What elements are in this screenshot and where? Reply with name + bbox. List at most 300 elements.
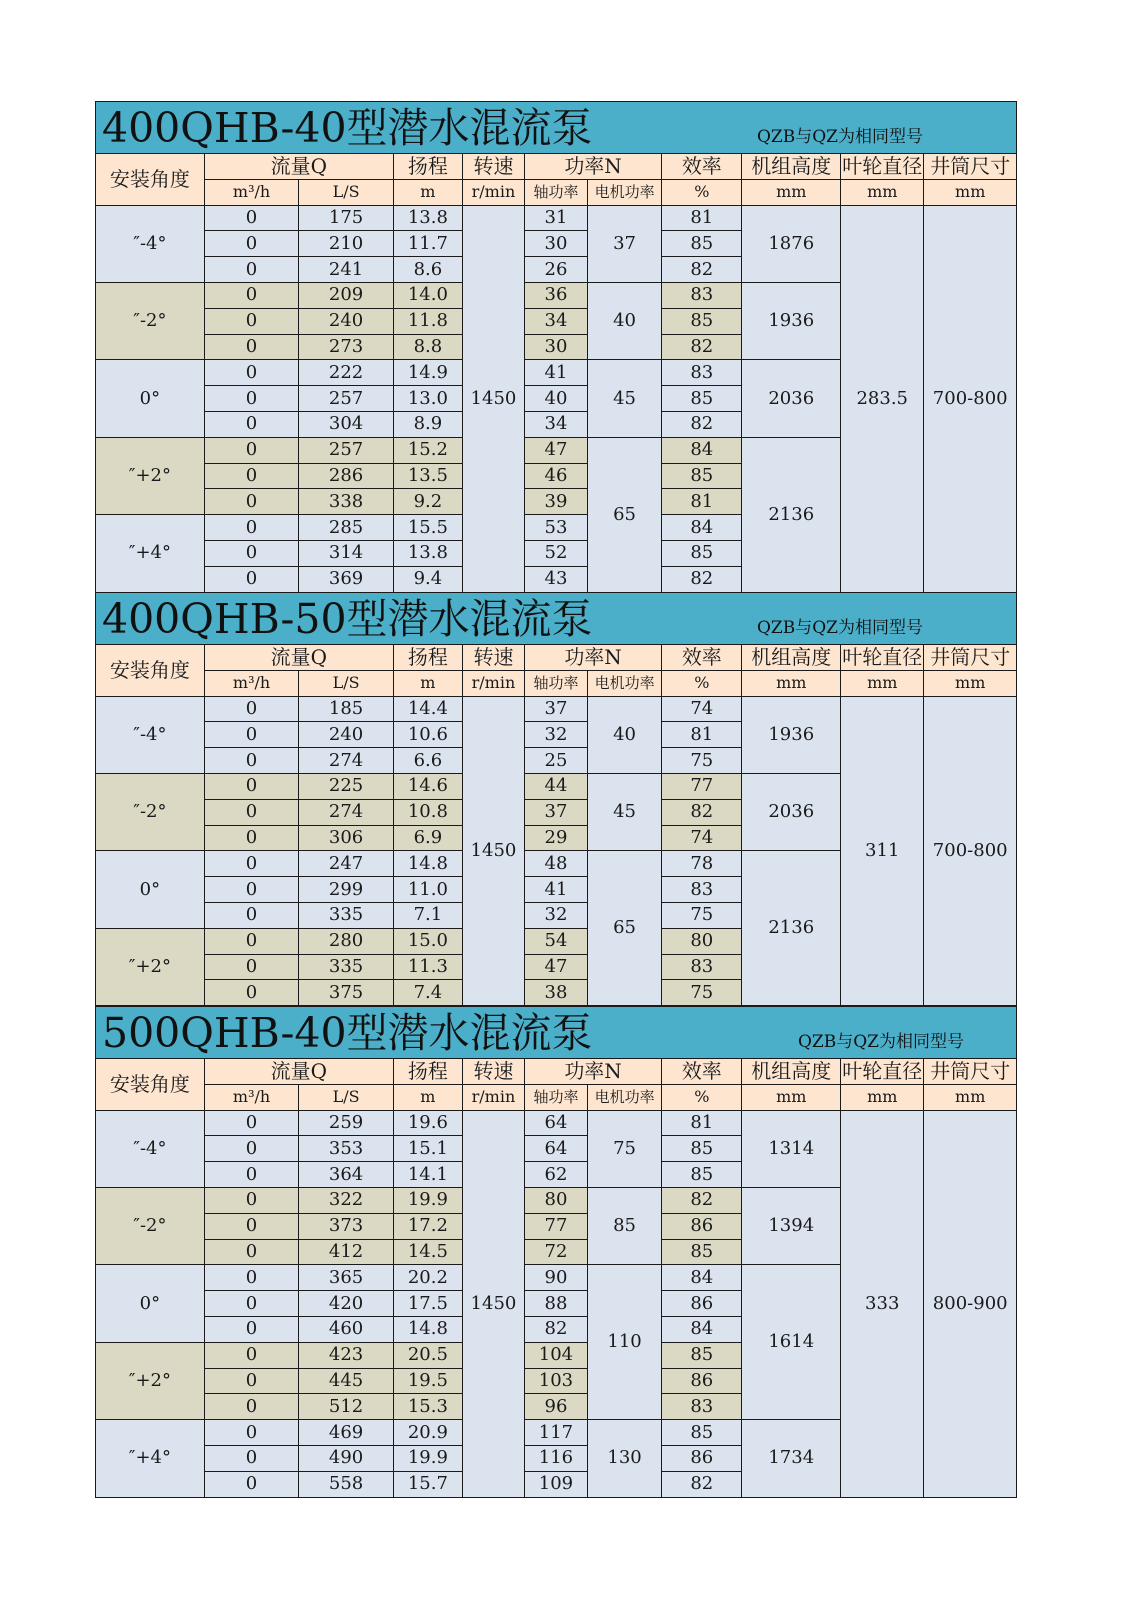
unit-ls: L/S	[299, 179, 394, 205]
header-unit-height: 机组高度	[742, 1059, 841, 1085]
efficiency: 84	[662, 437, 742, 463]
unit-height: 1936	[742, 696, 841, 773]
shaft-power: 90	[524, 1265, 587, 1291]
head: 14.8	[393, 851, 462, 877]
shaft-power: 30	[524, 231, 587, 257]
angle-cell: ″-2°	[96, 773, 205, 850]
head: 19.6	[393, 1110, 462, 1136]
efficiency: 85	[662, 1420, 742, 1446]
efficiency: 82	[662, 1471, 742, 1497]
flow-m3h: 0	[204, 1265, 299, 1291]
unit-height: 1614	[742, 1265, 841, 1420]
efficiency: 74	[662, 696, 742, 722]
motor-power: 40	[587, 696, 661, 773]
efficiency: 84	[662, 1316, 742, 1342]
shaft-power: 47	[524, 954, 587, 980]
shaft-power: 64	[524, 1110, 587, 1136]
flow-m3h: 0	[204, 566, 299, 592]
header-impeller: 叶轮直径	[842, 1059, 923, 1084]
shaft-power: 34	[524, 411, 587, 437]
efficiency: 81	[662, 205, 742, 231]
flow-m3h: 0	[204, 748, 299, 774]
unit-rmin: r/min	[462, 670, 524, 696]
efficiency: 83	[662, 1394, 742, 1420]
head: 7.1	[393, 902, 462, 928]
flow-ls: 175	[299, 205, 394, 231]
shaft-power: 25	[524, 748, 587, 774]
unit-shaft-power: 轴功率	[524, 1084, 587, 1110]
flow-m3h: 0	[204, 722, 299, 748]
angle-cell: ″+2°	[96, 1342, 205, 1419]
efficiency: 85	[662, 231, 742, 257]
head: 7.4	[393, 980, 462, 1006]
head: 10.6	[393, 722, 462, 748]
shaft-power: 82	[524, 1316, 587, 1342]
flow-m3h: 0	[204, 231, 299, 257]
flow-m3h: 0	[204, 980, 299, 1006]
unit-mm: mm	[924, 670, 1017, 696]
shaft-size: 700-800	[924, 696, 1017, 1006]
head: 19.9	[393, 1187, 462, 1213]
flow-m3h: 0	[204, 463, 299, 489]
efficiency: 85	[662, 386, 742, 412]
impeller-diameter: 333	[841, 1110, 924, 1497]
efficiency: 82	[662, 411, 742, 437]
efficiency: 83	[662, 360, 742, 386]
flow-ls: 241	[299, 257, 394, 283]
angle-cell: 0°	[96, 851, 205, 928]
head: 11.8	[393, 308, 462, 334]
impeller-diameter: 283.5	[841, 205, 924, 592]
unit-mm: mm	[924, 179, 1017, 205]
flow-m3h: 0	[204, 1471, 299, 1497]
flow-m3h: 0	[204, 1316, 299, 1342]
shaft-power: 72	[524, 1239, 587, 1265]
header-impeller: 叶轮直径	[842, 154, 923, 179]
header-efficiency: 效率	[662, 645, 742, 671]
shaft-power: 77	[524, 1213, 587, 1239]
motor-power: 65	[587, 851, 661, 1006]
flow-ls: 445	[299, 1368, 394, 1394]
efficiency: 77	[662, 773, 742, 799]
unit-height: 1876	[742, 205, 841, 282]
flow-ls: 240	[299, 308, 394, 334]
flow-m3h: 0	[204, 851, 299, 877]
unit-height: 1394	[742, 1187, 841, 1264]
unit-height: 1734	[742, 1420, 841, 1497]
shaft-power: 40	[524, 386, 587, 412]
shaft-power: 30	[524, 334, 587, 360]
unit-percent: %	[662, 1084, 742, 1110]
head: 11.7	[393, 231, 462, 257]
flow-m3h: 0	[204, 1136, 299, 1162]
shaft-power: 53	[524, 515, 587, 541]
angle-cell: ″+2°	[96, 437, 205, 514]
unit-mm: mm	[742, 1084, 841, 1110]
model-note: QZB与QZ为相同型号	[757, 127, 923, 147]
angle-cell: 0°	[96, 360, 205, 437]
shaft-power: 41	[524, 360, 587, 386]
efficiency: 85	[662, 308, 742, 334]
flow-ls: 240	[299, 722, 394, 748]
shaft-power: 116	[524, 1445, 587, 1471]
efficiency: 82	[662, 257, 742, 283]
table-title-band	[95, 1006, 1017, 1058]
flow-ls: 280	[299, 928, 394, 954]
flow-m3h: 0	[204, 308, 299, 334]
flow-m3h: 0	[204, 1110, 299, 1136]
flow-ls: 364	[299, 1162, 394, 1188]
flow-ls: 210	[299, 231, 394, 257]
efficiency: 85	[662, 1162, 742, 1188]
shaft-power: 29	[524, 825, 587, 851]
model-note: QZB与QZ为相同型号	[757, 618, 923, 638]
efficiency: 74	[662, 825, 742, 851]
head: 14.5	[393, 1239, 462, 1265]
flow-m3h: 0	[204, 205, 299, 231]
head: 10.8	[393, 799, 462, 825]
efficiency: 85	[662, 1342, 742, 1368]
spec-table	[95, 644, 1017, 1006]
unit-height: 2036	[742, 773, 841, 850]
unit-m: m	[393, 1084, 462, 1110]
head: 11.0	[393, 877, 462, 903]
shaft-power: 80	[524, 1187, 587, 1213]
header-speed: 转速	[462, 154, 524, 180]
header-angle: 安装角度	[96, 1059, 205, 1111]
shaft-power: 103	[524, 1368, 587, 1394]
head: 8.6	[393, 257, 462, 283]
impeller-diameter: 311	[841, 696, 924, 1006]
unit-mm: mm	[742, 179, 841, 205]
efficiency: 75	[662, 980, 742, 1006]
head: 15.0	[393, 928, 462, 954]
header-head: 扬程	[393, 1059, 462, 1085]
motor-power: 37	[587, 205, 661, 282]
flow-ls: 304	[299, 411, 394, 437]
model-note: QZB与QZ为相同型号	[798, 1032, 964, 1052]
head: 20.5	[393, 1342, 462, 1368]
shaft-power: 48	[524, 851, 587, 877]
table-title: 400QHB-40型潜水混流泵	[102, 104, 593, 152]
spec-table	[95, 1058, 1017, 1498]
efficiency: 84	[662, 1265, 742, 1291]
speed-cell: 1450	[462, 696, 524, 1006]
shaft-power: 38	[524, 980, 587, 1006]
shaft-power: 26	[524, 257, 587, 283]
flow-m3h: 0	[204, 877, 299, 903]
flow-m3h: 0	[204, 696, 299, 722]
efficiency: 82	[662, 799, 742, 825]
head: 14.1	[393, 1162, 462, 1188]
unit-shaft-power: 轴功率	[524, 179, 587, 205]
unit-m3h: m³/h	[204, 670, 299, 696]
efficiency: 85	[662, 463, 742, 489]
flow-ls: 306	[299, 825, 394, 851]
flow-m3h: 0	[204, 928, 299, 954]
header-speed: 转速	[462, 1059, 524, 1085]
motor-power: 75	[587, 1110, 661, 1187]
header-flow: 流量Q	[204, 154, 393, 180]
flow-ls: 365	[299, 1265, 394, 1291]
flow-ls: 353	[299, 1136, 394, 1162]
efficiency: 86	[662, 1213, 742, 1239]
flow-ls: 420	[299, 1291, 394, 1317]
head: 14.4	[393, 696, 462, 722]
pump-table-3	[95, 1006, 1017, 1498]
shaft-power: 44	[524, 773, 587, 799]
shaft-power: 43	[524, 566, 587, 592]
flow-ls: 322	[299, 1187, 394, 1213]
flow-ls: 338	[299, 489, 394, 515]
flow-m3h: 0	[204, 411, 299, 437]
head: 19.9	[393, 1445, 462, 1471]
efficiency: 82	[662, 1187, 742, 1213]
unit-mm: mm	[924, 1084, 1017, 1110]
unit-motor-power: 电机功率	[587, 1084, 661, 1110]
flow-ls: 247	[299, 851, 394, 877]
efficiency: 81	[662, 722, 742, 748]
motor-power: 45	[587, 360, 661, 437]
unit-percent: %	[662, 179, 742, 205]
head: 17.5	[393, 1291, 462, 1317]
head: 6.9	[393, 825, 462, 851]
unit-mm: mm	[841, 670, 924, 696]
flow-ls: 257	[299, 386, 394, 412]
unit-percent: %	[662, 670, 742, 696]
head: 14.9	[393, 360, 462, 386]
efficiency: 86	[662, 1445, 742, 1471]
table-title-band	[95, 101, 1017, 153]
head: 15.7	[393, 1471, 462, 1497]
header-unit-height: 机组高度	[742, 645, 841, 671]
motor-power: 110	[587, 1265, 661, 1420]
header-shaft: 井筒尺寸	[924, 154, 1017, 180]
shaft-power: 52	[524, 540, 587, 566]
angle-cell: ″-2°	[96, 282, 205, 359]
efficiency: 80	[662, 928, 742, 954]
efficiency: 82	[662, 334, 742, 360]
head: 9.2	[393, 489, 462, 515]
header-flow: 流量Q	[204, 645, 393, 671]
header-power: 功率N	[524, 645, 661, 671]
shaft-power: 32	[524, 902, 587, 928]
flow-m3h: 0	[204, 1162, 299, 1188]
head: 13.5	[393, 463, 462, 489]
header-power: 功率N	[524, 1059, 661, 1085]
pump-table-2	[95, 592, 1017, 1006]
efficiency: 84	[662, 515, 742, 541]
header-angle: 安装角度	[96, 645, 205, 697]
efficiency: 85	[662, 1136, 742, 1162]
head: 20.9	[393, 1420, 462, 1446]
spec-table	[95, 153, 1017, 593]
flow-ls: 286	[299, 463, 394, 489]
shaft-size: 800-900	[924, 1110, 1017, 1497]
flow-m3h: 0	[204, 1420, 299, 1446]
header-head: 扬程	[393, 645, 462, 671]
header-power: 功率N	[524, 154, 661, 180]
unit-rmin: r/min	[462, 1084, 524, 1110]
head: 13.0	[393, 386, 462, 412]
shaft-power: 104	[524, 1342, 587, 1368]
flow-ls: 222	[299, 360, 394, 386]
flow-m3h: 0	[204, 515, 299, 541]
shaft-power: 62	[524, 1162, 587, 1188]
angle-cell: ″-4°	[96, 1110, 205, 1187]
unit-height: 1936	[742, 282, 841, 359]
efficiency: 83	[662, 282, 742, 308]
angle-cell: ″-2°	[96, 1187, 205, 1264]
head: 15.5	[393, 515, 462, 541]
flow-m3h: 0	[204, 954, 299, 980]
flow-ls: 558	[299, 1471, 394, 1497]
motor-power: 45	[587, 773, 661, 850]
flow-m3h: 0	[204, 1291, 299, 1317]
shaft-power: 54	[524, 928, 587, 954]
header-shaft: 井筒尺寸	[924, 645, 1017, 671]
header-efficiency: 效率	[662, 1059, 742, 1085]
angle-cell: ″-4°	[96, 696, 205, 773]
flow-m3h: 0	[204, 1368, 299, 1394]
flow-m3h: 0	[204, 825, 299, 851]
unit-m: m	[393, 179, 462, 205]
flow-ls: 274	[299, 748, 394, 774]
shaft-power: 37	[524, 799, 587, 825]
flow-ls: 274	[299, 799, 394, 825]
flow-ls: 412	[299, 1239, 394, 1265]
shaft-power: 34	[524, 308, 587, 334]
flow-m3h: 0	[204, 437, 299, 463]
head: 8.9	[393, 411, 462, 437]
shaft-size: 700-800	[924, 205, 1017, 592]
flow-m3h: 0	[204, 257, 299, 283]
flow-ls: 285	[299, 515, 394, 541]
flow-m3h: 0	[204, 540, 299, 566]
shaft-power: 64	[524, 1136, 587, 1162]
angle-cell: ″+2°	[96, 928, 205, 1005]
flow-ls: 257	[299, 437, 394, 463]
header-impeller: 叶轮直径	[842, 645, 923, 670]
efficiency: 83	[662, 954, 742, 980]
flow-m3h: 0	[204, 1342, 299, 1368]
flow-ls: 299	[299, 877, 394, 903]
table-title: 500QHB-40型潜水混流泵	[102, 1009, 593, 1057]
head: 9.4	[393, 566, 462, 592]
shaft-power: 36	[524, 282, 587, 308]
head: 20.2	[393, 1265, 462, 1291]
flow-ls: 423	[299, 1342, 394, 1368]
header-head: 扬程	[393, 154, 462, 180]
shaft-power: 96	[524, 1394, 587, 1420]
unit-ls: L/S	[299, 670, 394, 696]
head: 17.2	[393, 1213, 462, 1239]
head: 13.8	[393, 205, 462, 231]
efficiency: 83	[662, 877, 742, 903]
flow-m3h: 0	[204, 1187, 299, 1213]
flow-ls: 512	[299, 1394, 394, 1420]
shaft-power: 88	[524, 1291, 587, 1317]
flow-m3h: 0	[204, 799, 299, 825]
shaft-power: 47	[524, 437, 587, 463]
angle-cell: ″+4°	[96, 515, 205, 592]
unit-mm: mm	[841, 1084, 924, 1110]
unit-height: 2036	[742, 360, 841, 437]
flow-ls: 273	[299, 334, 394, 360]
header-shaft: 井筒尺寸	[924, 1059, 1017, 1085]
unit-m3h: m³/h	[204, 179, 299, 205]
head: 11.3	[393, 954, 462, 980]
unit-mm: mm	[841, 179, 924, 205]
header-speed: 转速	[462, 645, 524, 671]
efficiency: 85	[662, 1239, 742, 1265]
flow-m3h: 0	[204, 1239, 299, 1265]
unit-motor-power: 电机功率	[587, 179, 661, 205]
unit-height: 2136	[742, 851, 841, 1006]
unit-shaft-power: 轴功率	[524, 670, 587, 696]
head: 8.8	[393, 334, 462, 360]
table-row	[96, 205, 1017, 231]
unit-rmin: r/min	[462, 179, 524, 205]
unit-mm: mm	[742, 670, 841, 696]
shaft-power: 37	[524, 696, 587, 722]
head: 13.8	[393, 540, 462, 566]
flow-ls: 185	[299, 696, 394, 722]
unit-motor-power: 电机功率	[587, 670, 661, 696]
flow-m3h: 0	[204, 902, 299, 928]
flow-m3h: 0	[204, 1394, 299, 1420]
efficiency: 78	[662, 851, 742, 877]
angle-cell: 0°	[96, 1265, 205, 1342]
efficiency: 86	[662, 1368, 742, 1394]
efficiency: 85	[662, 540, 742, 566]
efficiency: 75	[662, 748, 742, 774]
flow-ls: 209	[299, 282, 394, 308]
header-angle: 安装角度	[96, 154, 205, 206]
head: 14.8	[393, 1316, 462, 1342]
flow-m3h: 0	[204, 282, 299, 308]
shaft-power: 109	[524, 1471, 587, 1497]
efficiency: 82	[662, 566, 742, 592]
flow-m3h: 0	[204, 386, 299, 412]
head: 15.1	[393, 1136, 462, 1162]
flow-ls: 369	[299, 566, 394, 592]
efficiency: 81	[662, 489, 742, 515]
efficiency: 81	[662, 1110, 742, 1136]
flow-ls: 225	[299, 773, 394, 799]
motor-power: 65	[587, 437, 661, 592]
table-row	[96, 696, 1017, 722]
shaft-power: 117	[524, 1420, 587, 1446]
flow-m3h: 0	[204, 1445, 299, 1471]
flow-ls: 460	[299, 1316, 394, 1342]
shaft-power: 39	[524, 489, 587, 515]
motor-power: 130	[587, 1420, 661, 1497]
header-flow: 流量Q	[204, 1059, 393, 1085]
flow-m3h: 0	[204, 773, 299, 799]
flow-m3h: 0	[204, 1213, 299, 1239]
flow-ls: 490	[299, 1445, 394, 1471]
pump-table-1	[95, 101, 1017, 593]
motor-power: 40	[587, 282, 661, 359]
flow-ls: 259	[299, 1110, 394, 1136]
flow-ls: 375	[299, 980, 394, 1006]
flow-ls: 373	[299, 1213, 394, 1239]
unit-height: 2136	[742, 437, 841, 592]
head: 14.0	[393, 282, 462, 308]
head: 15.3	[393, 1394, 462, 1420]
header-unit-height: 机组高度	[742, 154, 841, 180]
